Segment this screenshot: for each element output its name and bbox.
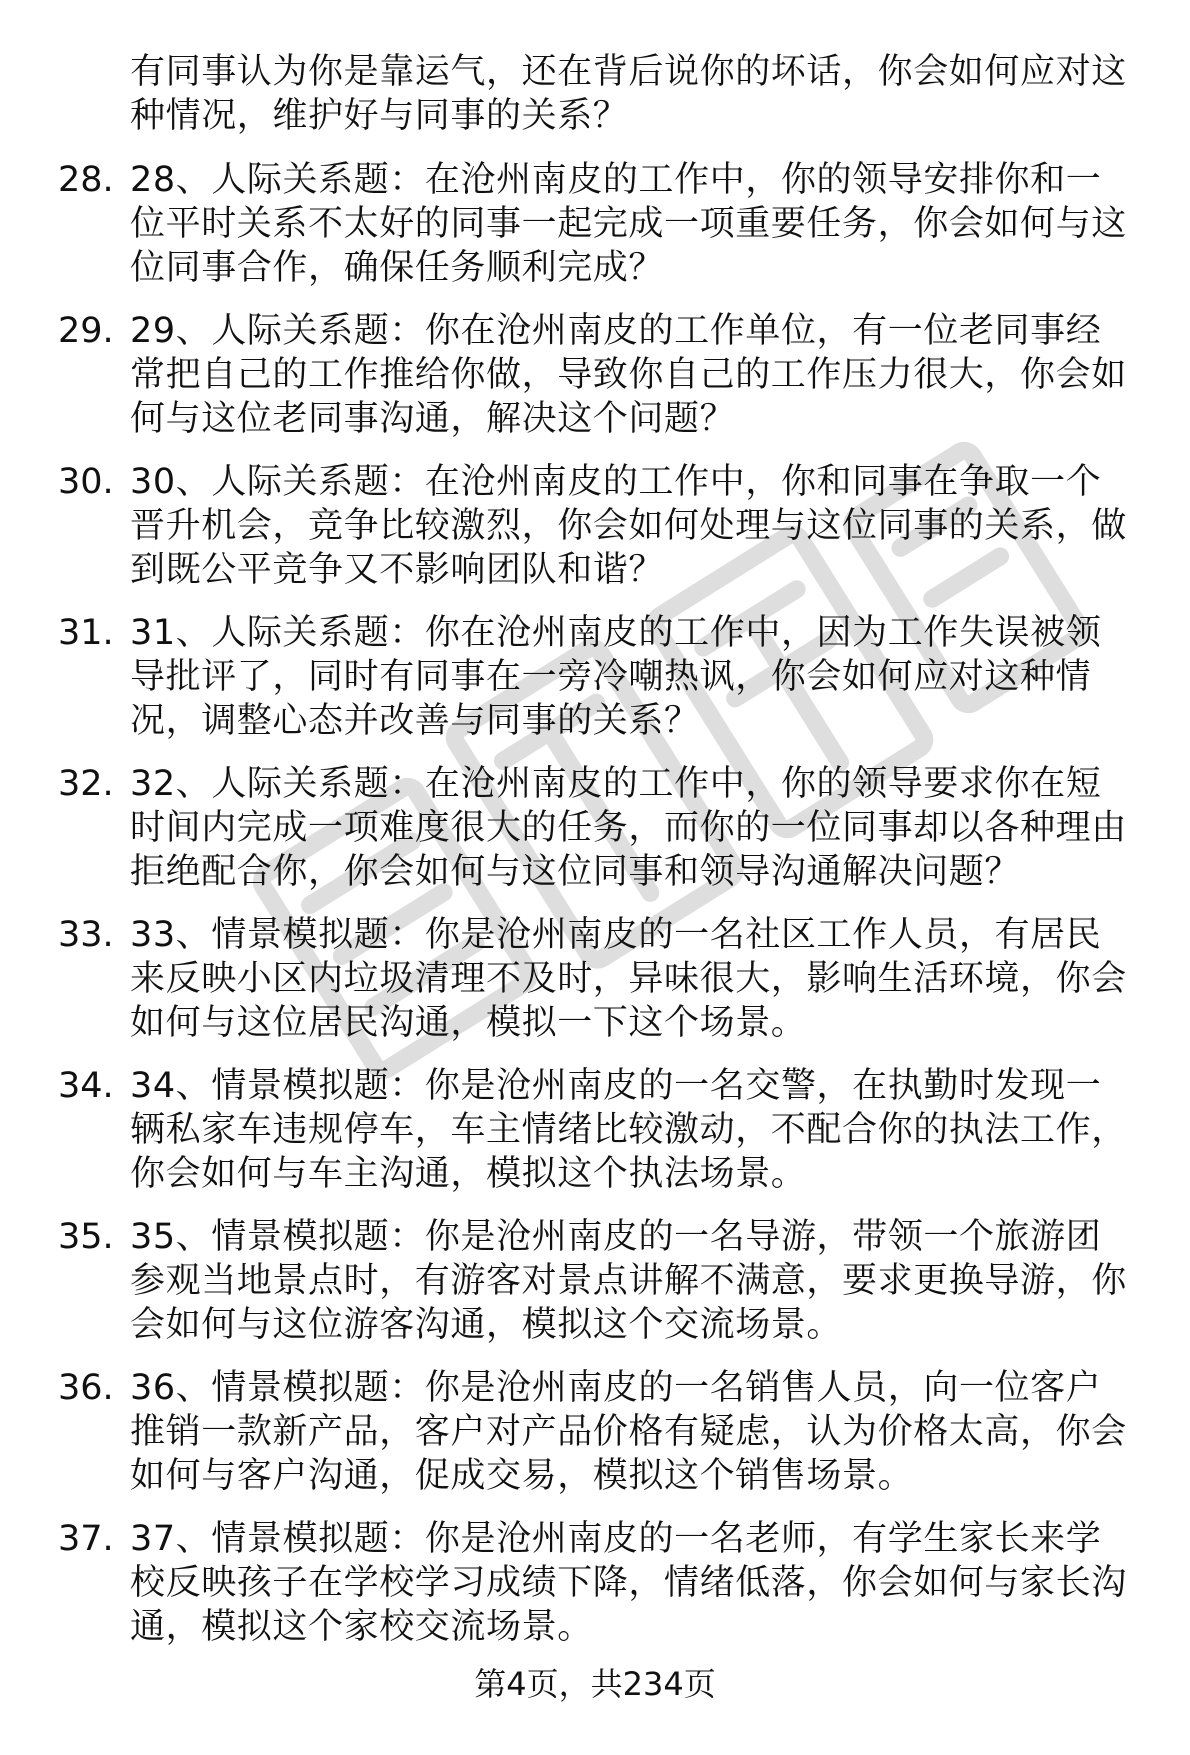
question-item: [58, 460, 1158, 592]
question-text: 33、情景模拟题：你是沧州南皮的一名社区工作人员，有居民来反映小区内垃圾清理不及时，异味很大，影响生活环境，你会如何与这位居民沟通，模拟一下这个场景。: [130, 915, 1127, 1043]
question-number: 36.: [58, 1368, 114, 1408]
question-text: 32、人际关系题：在沧州南皮的工作中，你的领导要求你在短时间内完成一项难度很大的任务，而你的一位同事却以各种理由拒绝配合你，你会如何与这位同事和领导沟通解决问题？: [130, 764, 1127, 892]
page-footer: 第4页，共234页: [474, 1665, 716, 1703]
question-text: 30、人际关系题：在沧州南皮的工作中，你和同事在争取一个晋升机会，竞争比较激烈，你会如何处理与这位同事的关系，做到既公平竞争又不影响团队和谐？: [130, 462, 1127, 590]
question-item: [58, 611, 1158, 743]
question-text: 31、人际关系题：你在沧州南皮的工作中，因为工作失误被领导批评了，同时有同事在一旁冷嘲热讽，你会如何应对这种情况，调整心态并改善与同事的关系？: [130, 613, 1102, 741]
content-area: [58, 50, 1158, 1668]
question-item: [58, 1215, 1158, 1347]
question-number: 37.: [58, 1519, 114, 1559]
question-text: 29、人际关系题：你在沧州南皮的工作单位，有一位老同事经常把自己的工作推给你做，导致你自己的工作压力很大，你会如何与这位老同事沟通，解决这个问题？: [130, 311, 1127, 439]
question-text: 35、情景模拟题：你是沧州南皮的一名导游，带领一个旅游团参观当地景点时，有游客对景点讲解不满意，要求更换导游，你会如何与这位游客沟通，模拟这个交流场景。: [130, 1217, 1127, 1345]
question-item: [58, 1517, 1158, 1649]
question-text: 34、情景模拟题：你是沧州南皮的一名交警，在执勤时发现一辆私家车违规停车，车主情绪比较激动，不配合你的执法工作，你会如何与车主沟通，模拟这个执法场景。: [130, 1066, 1127, 1194]
question-number: 35.: [58, 1217, 114, 1257]
question-item: [58, 1064, 1158, 1196]
question-item: [58, 762, 1158, 894]
question-text: 28、人际关系题：在沧州南皮的工作中，你的领导安排你和一位平时关系不太好的同事一起完成一项重要任务，你会如何与这位同事合作，确保任务顺利完成？: [130, 160, 1127, 288]
question-number: 32.: [58, 764, 114, 804]
question-list: [58, 158, 1158, 1649]
question-number: 29.: [58, 311, 114, 351]
question-number: 34.: [58, 1066, 114, 1106]
question-text: 36、情景模拟题：你是沧州南皮的一名销售人员，向一位客户推销一款新产品，客户对产品价格有疑虑，认为价格太高，你会如何与客户沟通，促成交易，模拟这个销售场景。: [130, 1368, 1127, 1496]
question-item: [58, 309, 1158, 441]
question-number: 30.: [58, 462, 114, 502]
continued-question-text: 有同事认为你是靠运气，还在背后说你的坏话，你会如何应对这种情况，维护好与同事的关系？: [130, 52, 1127, 136]
question-number: 28.: [58, 160, 114, 200]
question-item: [58, 913, 1158, 1045]
question-number: 31.: [58, 613, 114, 653]
question-item: [58, 1366, 1158, 1498]
question-number: 33.: [58, 915, 114, 955]
question-text: 37、情景模拟题：你是沧州南皮的一名老师，有学生家长来学校反映孩子在学校学习成绩下降，情绪低落，你会如何与家长沟通，模拟这个家校交流场景。: [130, 1519, 1127, 1647]
question-item: [58, 158, 1158, 290]
